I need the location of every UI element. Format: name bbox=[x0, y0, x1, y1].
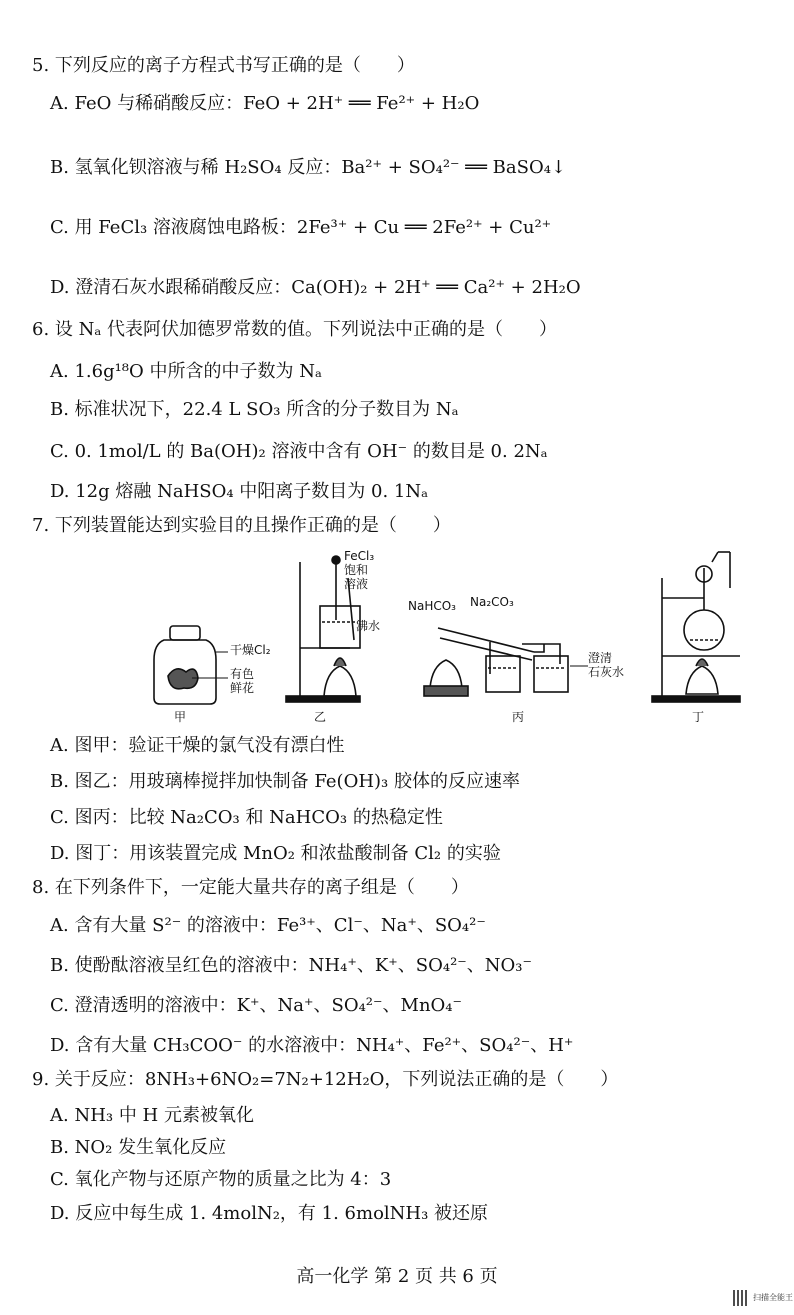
q6-option-d: D. 12g 熔融 NaHSO₄ 中阳离子数目为 0. 1Nₐ bbox=[50, 481, 429, 502]
q8-stem: 8. 在下列条件下，一定能大量共存的离子组是（ ） bbox=[32, 877, 469, 898]
q8-option-b: B. 使酚酞溶液呈红色的溶液中：NH₄⁺、K⁺、SO₄²⁻、NO₃⁻ bbox=[50, 955, 533, 976]
q9-stem: 9. 关于反应：8NH₃+6NO₂=7N₂+12H₂O，下列说法正确的是（ ） bbox=[32, 1069, 619, 1090]
q7-option-d: D. 图丁：用该装置完成 MnO₂ 和浓盐酸制备 Cl₂ 的实验 bbox=[50, 843, 501, 864]
caption-yi: 乙 bbox=[314, 710, 327, 724]
label-limewater-1: 澄清 bbox=[588, 651, 613, 665]
label-colored-flower-1: 有色 bbox=[230, 667, 255, 681]
label-solution: 溶液 bbox=[344, 577, 369, 591]
label-nahco3: NaHCO₃ bbox=[408, 599, 456, 613]
caption-ding: 丁 bbox=[692, 710, 705, 724]
q5-option-a: A. FeO 与稀硝酸反应：FeO + 2H⁺ ══ Fe²⁺ + H₂O bbox=[50, 93, 480, 114]
page-footer: 高一化学 第 2 页 共 6 页 bbox=[296, 1266, 498, 1287]
caption-jia: 甲 bbox=[174, 710, 187, 724]
figure-bing-apparatus bbox=[424, 628, 588, 696]
q6-option-c: C. 0. 1mol/L 的 Ba(OH)₂ 溶液中含有 OH⁻ 的数目是 0. 2Nₐ bbox=[50, 441, 548, 462]
caption-bing: 丙 bbox=[512, 710, 525, 724]
q6-option-a: A. 1.6g¹⁸O 中所含的中子数为 Nₐ bbox=[50, 361, 322, 382]
q8-option-c: C. 澄清透明的溶液中：K⁺、Na⁺、SO₄²⁻、MnO₄⁻ bbox=[50, 995, 463, 1016]
figure-ding-apparatus bbox=[652, 552, 740, 702]
q6-stem: 6. 设 Nₐ 代表阿伏加德罗常数的值。下列说法中正确的是（ ） bbox=[32, 319, 558, 340]
q5-option-d: D. 澄清石灰水跟稀硝酸反应：Ca(OH)₂ + 2H⁺ ══ Ca²⁺ + 2H₂O bbox=[50, 277, 581, 298]
q9-option-c: C. 氧化产物与还原产物的质量之比为 4：3 bbox=[50, 1169, 392, 1190]
q5-stem: 5. 下列反应的离子方程式书写正确的是（ ） bbox=[32, 55, 415, 76]
q8-option-a: A. 含有大量 S²⁻ 的溶液中：Fe³⁺、Cl⁻、Na⁺、SO₄²⁻ bbox=[50, 915, 486, 936]
q7-apparatus-figures bbox=[140, 548, 760, 726]
q5-option-c: C. 用 FeCl₃ 溶液腐蚀电路板：2Fe³⁺ + Cu ══ 2Fe²⁺ + Cu²⁺ bbox=[50, 217, 552, 238]
label-boiling-water: 沸水 bbox=[356, 619, 381, 633]
q7-option-b: B. 图乙：用玻璃棒搅拌加快制备 Fe(OH)₃ 胶体的反应速率 bbox=[50, 771, 520, 792]
q8-option-d: D. 含有大量 CH₃COO⁻ 的水溶液中：NH₄⁺、Fe²⁺、SO₄²⁻、H⁺ bbox=[50, 1035, 574, 1056]
label-saturated: 饱和 bbox=[344, 563, 369, 577]
apparatus-drawing bbox=[140, 548, 760, 726]
q7-stem: 7. 下列装置能达到实验目的且操作正确的是（ ） bbox=[32, 515, 451, 536]
figure-jia-bottle bbox=[154, 626, 228, 704]
label-limewater-2: 石灰水 bbox=[588, 665, 625, 679]
scanner-watermark: 扫描全能王 bbox=[753, 1293, 793, 1302]
label-colored-flower-2: 鲜花 bbox=[230, 681, 255, 695]
q6-option-b: B. 标准状况下，22.4 L SO₃ 所含的分子数目为 Nₐ bbox=[50, 399, 459, 420]
qr-code-icon bbox=[733, 1290, 749, 1306]
label-na2co3: Na₂CO₃ bbox=[470, 595, 514, 609]
q7-option-c: C. 图丙：比较 Na₂CO₃ 和 NaHCO₃ 的热稳定性 bbox=[50, 807, 443, 828]
q7-option-a: A. 图甲：验证干燥的氯气没有漂白性 bbox=[50, 735, 345, 756]
q9-option-b: B. NO₂ 发生氧化反应 bbox=[50, 1137, 227, 1158]
q9-option-d: D. 反应中每生成 1. 4molN₂，有 1. 6molNH₃ 被还原 bbox=[50, 1203, 489, 1224]
q9-option-a: A. NH₃ 中 H 元素被氧化 bbox=[50, 1105, 254, 1126]
label-fecl3: FeCl₃ bbox=[344, 549, 375, 563]
label-dry-chlorine: 干燥Cl₂ bbox=[230, 643, 271, 657]
q5-option-b: B. 氢氧化钡溶液与稀 H₂SO₄ 反应：Ba²⁺ + SO₄²⁻ ══ BaSO₄↓ bbox=[50, 157, 567, 178]
